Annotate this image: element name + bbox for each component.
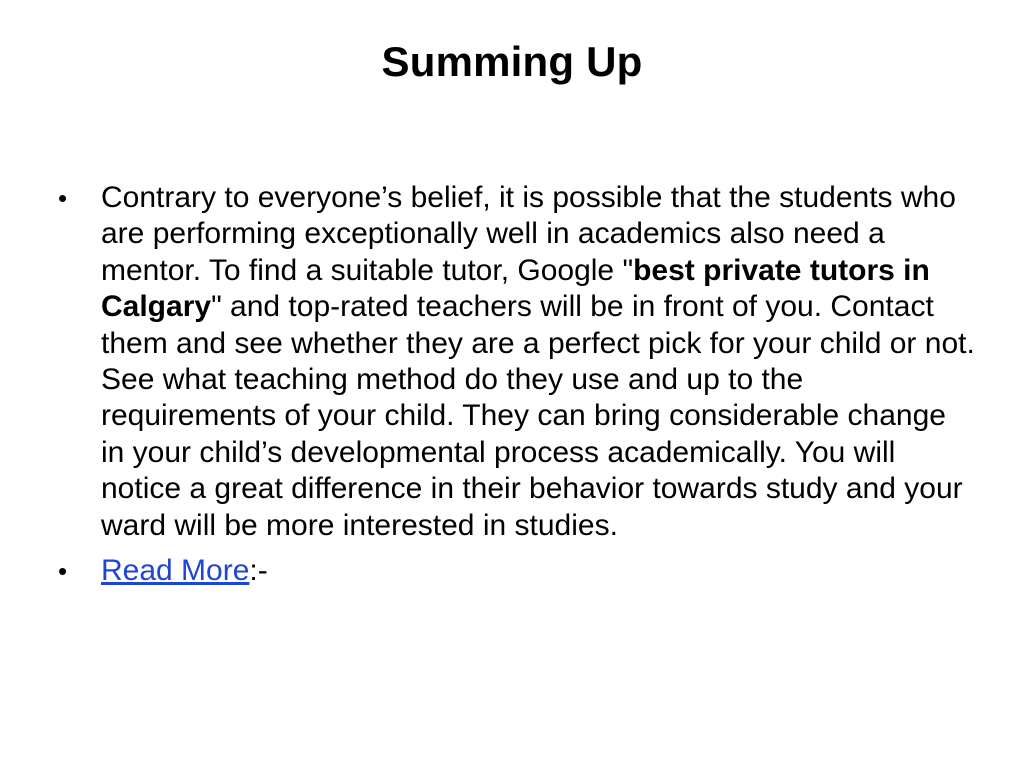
read-more-link[interactable]: Read More [101,554,250,588]
summary-text-after: " and top-rated teachers will be in front of you. Contact them and see whether they are a perfect pick for your child or not. See what teaching method do they use and up to the requirements of your child. They can bring considerable change in your child’s developmental process academically. You will notice a great difference in their behavior towards study and your ward will be more interested in studies. [101,290,975,542]
summary-bold-phrase: best private tutors in Calgary [101,253,930,324]
bullet-item-read-more [56,553,976,589]
read-more-suffix: :- [249,554,268,588]
summary-text-before: Contrary to everyone’s belief, it is possible that the students who are performing exceptionally well in academics also need a mentor. To find a suitable tutor, Google " [101,181,956,287]
slide-title: Summing Up [381,38,643,85]
bullet-item-summary [56,180,976,544]
bullet-list [56,180,976,598]
bullet-icon: • [58,183,68,213]
bullet-icon: • [58,556,68,587]
